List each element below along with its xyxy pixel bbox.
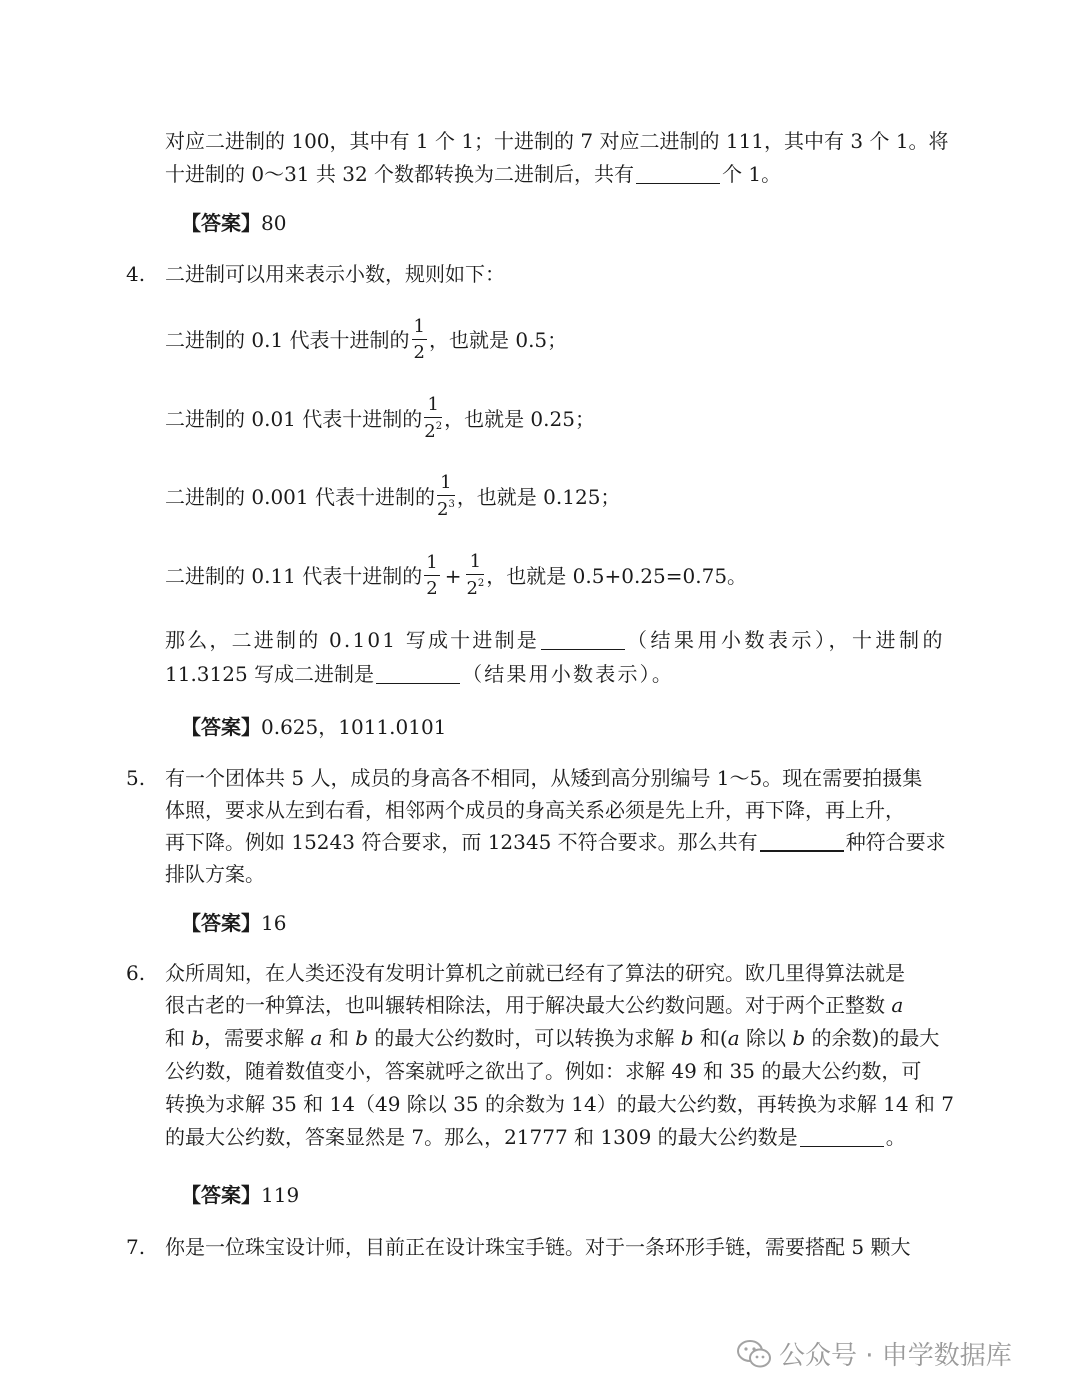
q5-line-3: 再下降。例如 15243 符合要求，而 12345 不符合要求。那么共有 种符合要求 bbox=[165, 830, 946, 854]
q6-number: 6. bbox=[126, 961, 146, 985]
q4-rule-1: 二进制的 0.1 代表十进制的 $\frac{1}{2}$ ，也就是 0.5； bbox=[165, 316, 568, 363]
q3-line-1: 对应二进制的 100，其中有 1 个 1；十进制的 7 对应二进制的 111，其中有 3 个 1。将 bbox=[165, 129, 949, 153]
q6-answer: 【答案】119 bbox=[181, 1183, 300, 1207]
q4-rule-2: 二进制的 0.01 代表十进制的 $\frac{1}{2^2}$ ，也就是 0.25； bbox=[165, 394, 595, 442]
fraction: $\frac{1}{2^3}$ bbox=[436, 472, 455, 520]
fraction: $\frac{1}{2}$ bbox=[413, 316, 425, 363]
wechat-icon bbox=[737, 1340, 771, 1368]
q4-number: 4. bbox=[126, 262, 146, 286]
watermark-text: 公众号 · 申学数据库 bbox=[779, 1341, 1012, 1371]
q7-line-1: 你是一位珠宝设计师，目前正在设计珠宝手链。对于一条环形手链，需要搭配 5 颗大 bbox=[165, 1235, 911, 1259]
q6-line-5: 转换为求解 35 和 14（49 除以 35 的余数为 14）的最大公约数，再转换为求解 14 和 7 bbox=[165, 1092, 954, 1116]
q4-answer: 【答案】0.625，1011.0101 bbox=[181, 715, 447, 739]
q5-line-1: 有一个团体共 5 人，成员的身高各不相同，从矮到高分别编号 1～5。现在需要拍摄集 bbox=[165, 766, 923, 790]
q6-line-4: 公约数，随着数值变小，答案就呼之欲出了。例如：求解 49 和 35 的最大公约数，可 bbox=[165, 1059, 922, 1083]
q7-number: 7. bbox=[126, 1235, 146, 1259]
watermark bbox=[737, 1335, 1012, 1372]
q5-number: 5. bbox=[126, 766, 146, 790]
q4-question-line-1: 那么，二进制的 0.101 写成十进制是 （结果用小数表示），十进制的 bbox=[165, 628, 946, 652]
q5-line-2: 体照，要求从左到右看，相邻两个成员的身高关系必须是先上升，再下降，再上升， bbox=[165, 798, 905, 822]
q3-answer: 【答案】80 bbox=[181, 211, 287, 235]
q6-line-6: 的最大公约数，答案显然是 7。那么，21777 和 1309 的最大公约数是 。 bbox=[165, 1125, 906, 1149]
q4-rule-3: 二进制的 0.001 代表十进制的 $\frac{1}{2^3}$ ，也就是 0.125； bbox=[165, 472, 621, 520]
fraction: $\frac{1}{2}$ bbox=[426, 551, 438, 599]
q6-line-1: 众所周知，在人类还没有发明计算机之前就已经有了算法的研究。欧几里得算法就是 bbox=[165, 961, 905, 985]
answer-blank bbox=[760, 832, 844, 852]
q5-answer: 【答案】16 bbox=[181, 911, 287, 935]
fraction: $\frac{1}{2^2}$ bbox=[424, 394, 443, 442]
q4-intro: 二进制可以用来表示小数，规则如下： bbox=[165, 262, 505, 286]
answer-blank bbox=[800, 1128, 884, 1147]
q4-question-line-2: 11.3125 写成二进制是 （结果用小数表示）。 bbox=[165, 662, 675, 686]
q5-line-4: 排队方案。 bbox=[165, 862, 265, 886]
q3-line-2: 十进制的 0～31 共 32 个数都转换为二进制后，共有 个 1。 bbox=[165, 162, 782, 186]
q6-line-2: 很古老的一种算法，也叫辗转相除法，用于解决最大公约数问题。对于两个正整数 a bbox=[165, 993, 904, 1017]
answer-blank bbox=[376, 665, 460, 684]
q6-line-3: 和 b，需要求解 a 和 b 的最大公约数时，可以转换为求解 b 和(a 除以 b 的余数)的最大 bbox=[165, 1026, 940, 1050]
answer-blank bbox=[636, 165, 720, 184]
q4-rule-4: 二进制的 0.11 代表十进制的 $\frac{1}{2}$ + $\frac{1}{2^2}$ ，也就是 0.5+0.25=0.75。 bbox=[165, 551, 748, 599]
answer-blank bbox=[541, 631, 625, 650]
fraction: $\frac{1}{2^2}$ bbox=[466, 551, 485, 599]
